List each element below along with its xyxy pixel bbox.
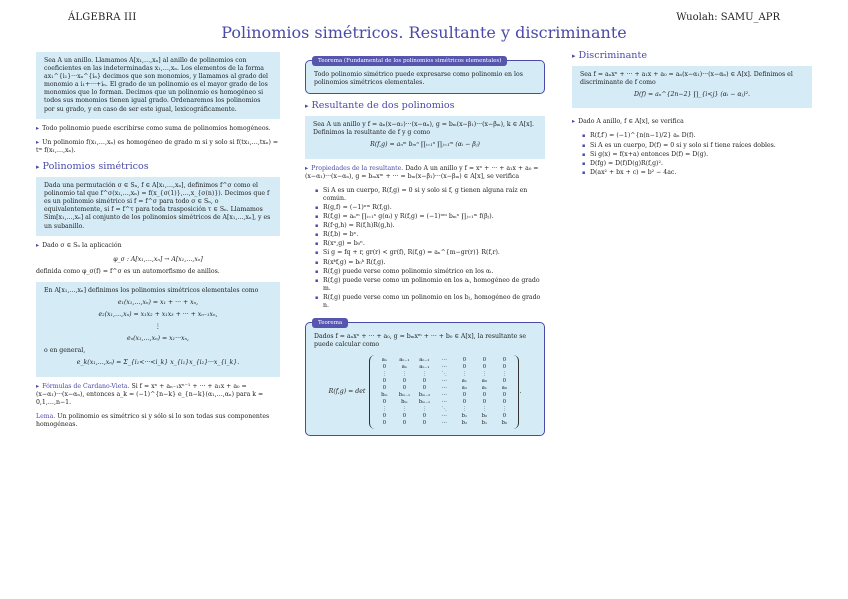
matrix-cell: 0 <box>422 378 427 385</box>
matrix-cell: 0 <box>482 364 487 371</box>
matrix-cell: ⋮ <box>501 371 507 378</box>
matrix-cell: 0 <box>402 378 407 385</box>
list-item: ▪ R(f,f′) = (−1)^{n(n−1)/2} aₙ D(f). <box>582 132 812 140</box>
definition-box-resultant <box>305 116 545 158</box>
matrix-cell: 0 <box>502 413 507 420</box>
matrix-cell: bₘ₋₁ <box>418 399 431 406</box>
note-automorphism: definida como φ_σ(f) = f^σ es un automorfismo de anillos. <box>36 267 220 275</box>
list-item: ▪ Si g(x) = f(x+a) entonces D(f) = D(g). <box>582 151 812 159</box>
lemma <box>36 413 280 429</box>
bullet-icon: ▸ <box>305 164 309 172</box>
list-item: ▪ R(f,g) puede verse como un polinomio en los aᵢ, homogéneo de grado m. <box>315 277 545 293</box>
matrix-cell: ⋮ <box>381 371 387 378</box>
column-right <box>572 52 812 179</box>
matrix-cell: a₂ <box>461 385 467 392</box>
note-text: Un polinomio f(x₁,…,xₙ) es homogéneo de grado m si y solo si f(tx₁,…,txₙ) = tᵐ f(x₁,…,xₙ). <box>36 138 279 154</box>
matrix-cell: 0 <box>422 413 427 420</box>
matrix-cell: ··· <box>441 385 447 392</box>
matrix-cell: ⋮ <box>461 406 467 413</box>
definition-text: Dada una permutación σ ∈ Sₙ, f ∈ A[x₁,…,xₙ], definimos f^σ como el polinomio tal que f^σ(x₁,…,xₙ) = f(x_{σ(1)},…,x_{σ(n)}). Decimos que f es un polinomio simétrico si f = f^σ para todo σ ∈ Sₙ, o equivalentemente, si f = f^τ para toda trasposición τ ∈ Sₙ. Llamamos Sim[x₁,…,xₙ] al conjunto de los polinomios simétricos de A[x₁,…,xₙ], y es un subanillo. <box>44 182 271 230</box>
matrix-cell: 0 <box>502 357 507 364</box>
theorem-text: Dados f = aₙxⁿ + ··· + a₀, g = bₘxᵐ + ··· + b₀ ∈ A[x], la resultante se puede calcular como <box>314 333 527 349</box>
matrix-cell: 0 <box>382 385 387 392</box>
matrix-cell: aₙ₋₁ <box>419 364 430 371</box>
matrix-cell: ··· <box>441 357 447 364</box>
formula-e2: e₂(x₁,…,xₙ) = x₁x₂ + x₁x₃ + ··· + xₙ₋₁xₙ, <box>98 311 218 319</box>
section-title-symmetric <box>36 160 280 172</box>
matrix-cell: b₀ <box>481 413 488 420</box>
arrow-icon: ▸ <box>36 162 40 171</box>
matrix-cell: 0 <box>482 399 487 406</box>
matrix-cell: aₙ <box>401 364 408 371</box>
header-author: Wuolah: SAMU_APR <box>676 12 780 23</box>
matrix-cell: ··· <box>441 399 447 406</box>
list-item: ▪ Si A es un cuerpo, D(f) = 0 si y solo si f tiene raíces dobles. <box>582 142 812 150</box>
matrix-cell: 0 <box>502 378 507 385</box>
note-text: Todo polinomio puede escribirse como suma de polinomios homogéneos. <box>42 124 271 132</box>
lemma-title: Lema. <box>36 412 56 420</box>
section-label: Polinomios simétricos <box>42 160 149 172</box>
matrix-cell: aₙ₋₂ <box>419 357 430 364</box>
matrix-cell: 0 <box>482 392 487 399</box>
list-item: ▪ R(f,g) puede verse como un polinomio en los bⱼ, homogéneo de grado n. <box>315 294 545 310</box>
matrix-cell: a₁ <box>461 378 467 385</box>
formula-en: eₙ(x₁,…,xₙ) = x₁···xₙ, <box>126 335 190 343</box>
matrix-cell: ⋮ <box>401 371 407 378</box>
bullet-icon: ▸ <box>572 118 576 126</box>
matrix-cell: 0 <box>382 413 387 420</box>
matrix-cell: ··· <box>441 413 447 420</box>
matrix-cell: aₙ₋₁ <box>399 357 410 364</box>
formula-map: φ_σ : A[x₁,…,xₙ] → A[x₁,…,xₙ] <box>113 255 203 263</box>
section-label: Resultante de dos polinomios <box>311 100 455 112</box>
list-item: ▪ D(ax² + bx + c) = b² − 4ac. <box>582 169 812 177</box>
list-item: ▪ R(xⁿ,g) = b₀ⁿ. <box>315 240 545 248</box>
matrix-cell: 0 <box>502 399 507 406</box>
column-middle <box>305 52 545 444</box>
matrix-cell: ⋮ <box>421 371 427 378</box>
matrix-cell: 0 <box>422 385 427 392</box>
formula-e1: e₁(x₁,…,xₙ) = x₁ + ··· + xₙ, <box>117 298 199 306</box>
matrix-end: . <box>519 388 522 396</box>
note-text: Dado σ ∈ Sₙ la aplicación <box>42 241 122 249</box>
properties-intro: Dado A anillo, f ∈ A[x], se verifica <box>578 118 684 126</box>
resultant-properties <box>305 165 545 181</box>
properties-intro: Dado A un anillo y f = xⁿ + ··· + a₁x + a₀ = (x−α₁)···(x−αₙ), g = bₘxᵐ + ··· = bₘ(x−β₁)···(x−βₘ) ∈ A[x], se verifica <box>305 164 539 180</box>
theorem-fundamental <box>305 60 545 94</box>
matrix-cell: b₂ <box>461 420 468 427</box>
matrix-cell: b₀ <box>501 420 508 427</box>
matrix-cell: 0 <box>502 392 507 399</box>
cardano-vieta <box>36 383 280 407</box>
matrix-label: R(f,g) = det <box>328 388 366 396</box>
matrix-cell: 0 <box>382 420 387 427</box>
definition-box-polynomials <box>36 52 280 119</box>
page-title: Polinomios simétricos. Resultante y discriminante <box>221 23 627 42</box>
arrow-icon: ▸ <box>572 52 576 60</box>
matrix-cell: ··· <box>441 392 447 399</box>
list-item: ▪ R(f,b) = bⁿ. <box>315 231 545 239</box>
definition-text: Sea f = aₙxⁿ + ··· + a₁x + a₀ = aₙ(x−α₁)···(x−αₙ) ∈ A[x]. Definimos el discriminante de f como <box>580 71 793 87</box>
matrix-cell: aₙ <box>381 357 388 364</box>
list-item: ▪ D(fg) = D(f)D(g)R(f,g)². <box>582 160 812 168</box>
formula-ek: e_k(x₁,…,xₙ) = Σ_{i₁<···<i_k} x_{i₁}x_{i₂}···x_{i_k}. <box>76 359 240 367</box>
matrix-cell: 0 <box>402 385 407 392</box>
lemma-text: Un polinomio es simétrico si y sólo si lo son todas sus componentes homogéneas. <box>36 412 270 428</box>
section-title-resultant <box>305 102 545 110</box>
bullet-icon: ▸ <box>36 124 40 132</box>
matrix-cell: ··· <box>441 378 447 385</box>
matrix-cell: 0 <box>382 378 387 385</box>
cardano-text: Si f = xⁿ + aₙ₋₁xⁿ⁻¹ + ··· + a₁x + a₀ = (x−α₁)···(x−αₙ), entonces a_k = (−1)^{n−k} e_{n−k}(α₁,…,αₙ) para k = 0,1,…,n−1. <box>36 382 264 406</box>
matrix-cell: 0 <box>382 364 387 371</box>
list-item: ▪ Si A es un cuerpo, R(f,g) = 0 si y solo si f, g tienen alguna raíz en común. <box>315 187 545 203</box>
matrix-cell: 0 <box>462 392 467 399</box>
matrix-cell: bₘ₋₁ <box>398 392 411 399</box>
definition-box-symmetric <box>36 177 280 236</box>
theorem-text: Todo polinomio simétrico puede expresarse como polinomio en los polinomios simétricos elementales. <box>314 71 523 87</box>
sylvester-matrix <box>314 355 536 429</box>
section-title-discriminant <box>572 52 812 60</box>
list-item: ▪ R(f,g) puede verse como polinomio simétrico en los αᵢ. <box>315 268 545 276</box>
list-item: ▪ R(xᵏf,g) = b₀ᵏ R(f,g). <box>315 259 545 267</box>
definition-text: Sea A un anillo y f = aₙ(x−α₁)···(x−αₙ), g = bₘ(x−β₁)···(x−βₘ), k ∈ A[x]. Definimos la resultante de f y g como <box>313 121 534 137</box>
list-item: ▪ Si g = fq + r, gr(r) < gr(f), R(f,g) = aₙ^{m−gr(r)} R(f,r). <box>315 249 545 257</box>
matrix-cell: 0 <box>422 420 427 427</box>
header-subject: ÁLGEBRA III <box>68 12 137 23</box>
matrix-cell: ⋮ <box>501 406 507 413</box>
matrix-cell: bₘ <box>401 399 408 406</box>
theorem-tag: Teorema (Fundamental de los polinomios simétricos elementales) <box>312 56 507 66</box>
matrix-cell: ⋮ <box>481 371 487 378</box>
discriminant-properties-list <box>582 132 812 176</box>
matrix-cell: ··· <box>441 420 447 427</box>
matrix-cell: 0 <box>482 357 487 364</box>
formula-resultant: R(f,g) = aₙᵐ bₘⁿ ∏ᵢ₌₁ⁿ ∏ⱼ₌₁ᵐ (αᵢ − βⱼ) <box>370 141 480 149</box>
list-item: ▪ R(f,g) = aₙᵐ ∏ᵢ₌₁ⁿ g(αᵢ) y R(f,g) = (−1)ⁿᵐ bₘⁿ ∏ⱼ₌₁ᵐ f(βⱼ). <box>315 213 545 221</box>
general-text: o en general, <box>44 347 86 355</box>
definition-box-discriminant <box>572 66 812 108</box>
bullet-icon: ▸ <box>36 241 40 249</box>
cardano-title: Fórmulas de Cardano-Vieta. <box>42 382 130 390</box>
matrix-cell: 0 <box>462 399 467 406</box>
formula-dots: ⋮ <box>154 323 162 331</box>
matrix-cell: ··· <box>441 364 447 371</box>
list-item: ▪ R(f·g,h) = R(f,h)R(g,h). <box>315 222 545 230</box>
bullet-icon: ▸ <box>36 138 40 146</box>
matrix-cell: ⋱ <box>441 371 447 378</box>
elementary-intro: En A[x₁,…,xₙ] definimos los polinomios simétricos elementales como <box>44 286 259 294</box>
theorem-sylvester <box>305 322 545 436</box>
matrix-cell: 0 <box>382 399 387 406</box>
matrix-cell: ⋮ <box>461 371 467 378</box>
note-homogeneous-sum <box>36 125 280 133</box>
matrix-cell: ⋮ <box>381 406 387 413</box>
matrix-cell: ⋮ <box>421 406 427 413</box>
arrow-icon: ▸ <box>305 102 309 111</box>
matrix-cell: a₀ <box>481 378 487 385</box>
matrix-cell: b₁ <box>461 413 468 420</box>
matrix-cell: bₘ <box>381 392 388 399</box>
matrix-cell: b₁ <box>481 420 488 427</box>
note-homogeneous-degree <box>36 139 280 155</box>
matrix-cell: ⋱ <box>441 406 447 413</box>
matrix-grid <box>369 355 522 429</box>
matrix-cell: a₀ <box>501 385 507 392</box>
properties-title: Propiedades de la resultante. <box>311 164 404 172</box>
column-left <box>36 52 280 435</box>
matrix-cell: 0 <box>402 420 407 427</box>
bullet-icon: ▸ <box>36 382 40 390</box>
matrix-cell: 0 <box>462 357 467 364</box>
formula-discriminant: D(f) = aₙ^{2n−2} ∏_{i<j} (αᵢ − αⱼ)². <box>633 91 751 99</box>
resultant-properties-list <box>315 187 545 310</box>
matrix-cell: ⋮ <box>481 406 487 413</box>
matrix-cell: 0 <box>402 413 407 420</box>
matrix-cell: 0 <box>462 364 467 371</box>
list-item: ▪ R(g,f) = (−1)ⁿᵐ R(f,g). <box>315 204 545 212</box>
definition-text: Sea A un anillo. Llamamos A[x₁,…,xₙ] al anillo de polinomios con coeficientes en las indeterminadas x₁,…,xₙ. Los elementos de la forma ax₁^{i₁}···xₙ^{iₙ} decimos que son monomios, y llamamos al grado del monomio a i₁+···+iₙ. El grado de un polinomio es el mayor grado de los monomios que lo forman. Decimos que un polinomio es homogéneo si todos sus monomios tienen igual grado. Ordenaremos los polinomios por su grado, y en caso de ser este igual, lexicográficamente. <box>44 57 269 113</box>
note-permutation-map <box>36 242 280 250</box>
matrix-cell: 0 <box>502 364 507 371</box>
matrix-cell: bₘ₋₂ <box>418 392 431 399</box>
definition-box-elementary <box>36 282 280 377</box>
matrix-cell: a₁ <box>481 385 487 392</box>
discriminant-properties <box>572 118 812 126</box>
theorem-tag: Teorema <box>312 318 348 328</box>
matrix-cell: ⋮ <box>401 406 407 413</box>
section-label: Discriminante <box>578 50 648 61</box>
